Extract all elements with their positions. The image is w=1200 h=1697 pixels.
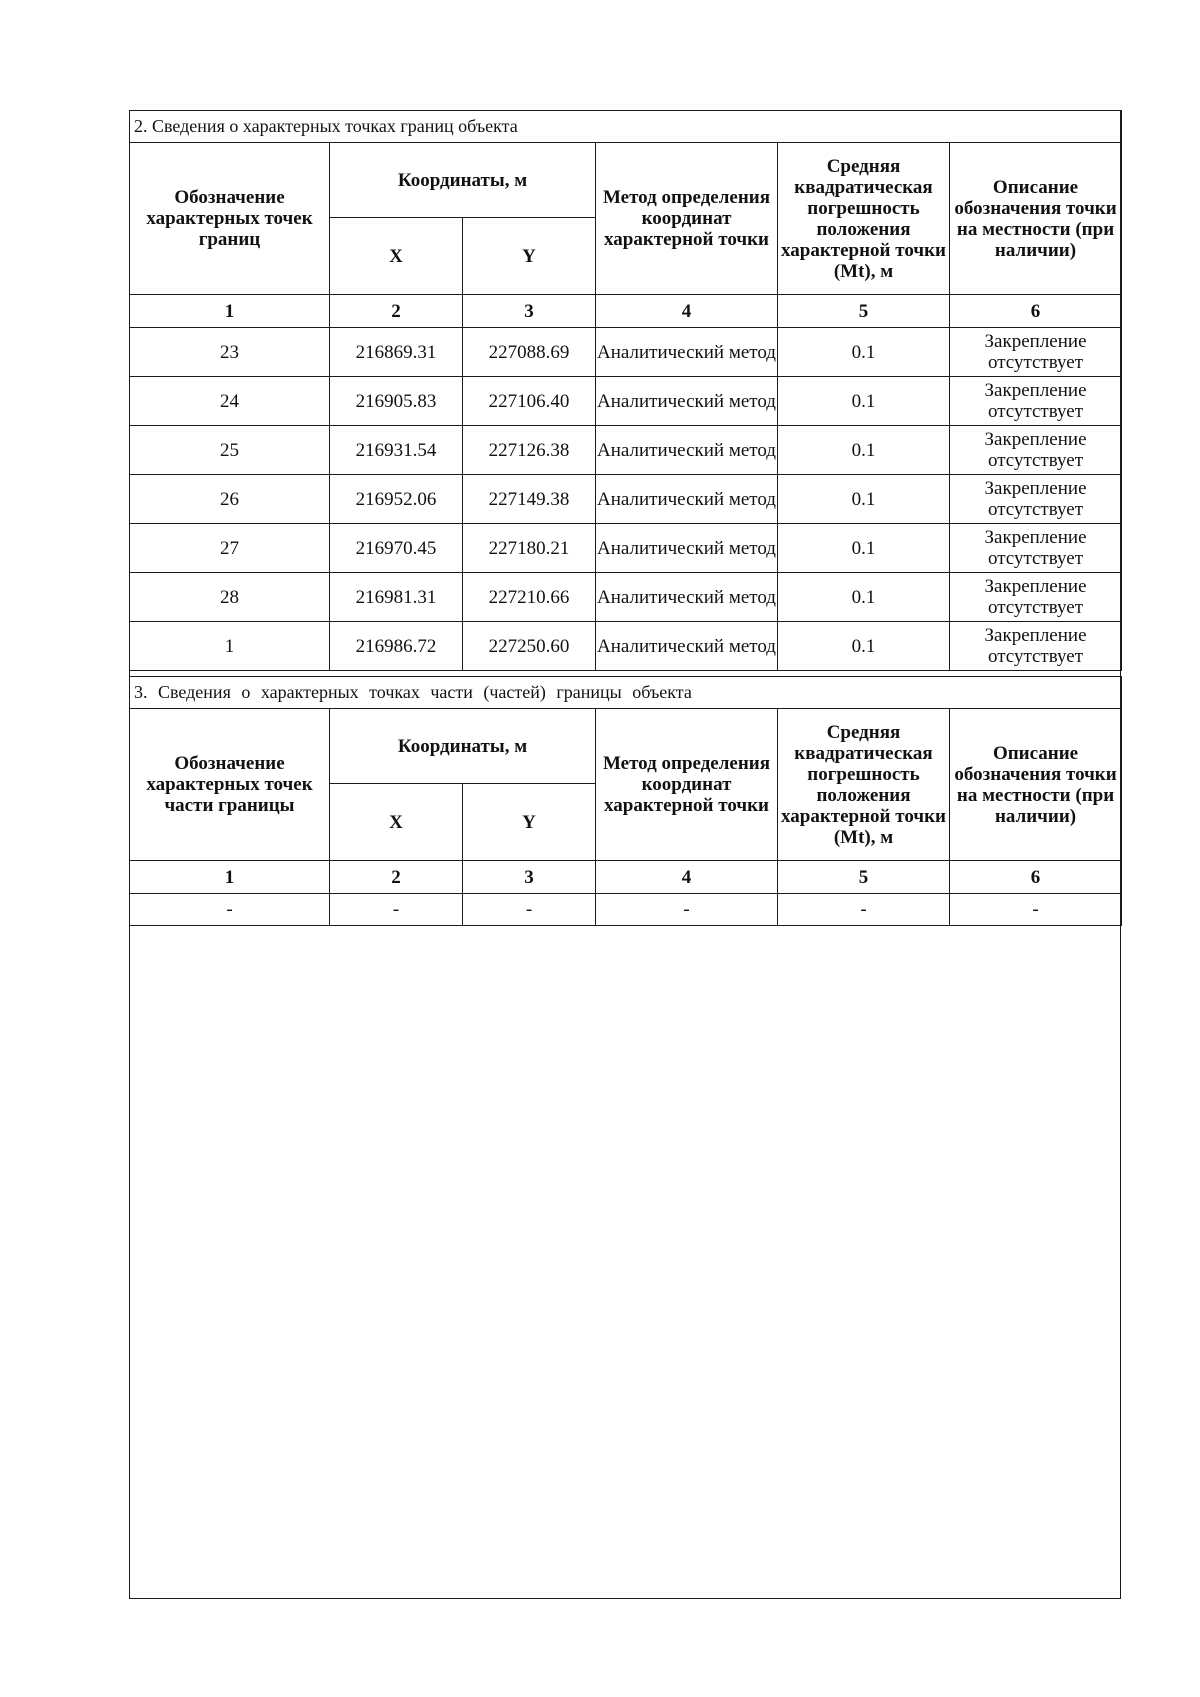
column-number: 5: [778, 861, 950, 894]
coord-y: 227149.38: [463, 475, 596, 524]
error: -: [778, 894, 950, 926]
header-coordinates: Координаты, м: [330, 143, 596, 218]
section-2-title: 2. Сведения о характерных точках границ объекта: [130, 111, 1122, 143]
coord-x: 216931.54: [330, 426, 463, 475]
description: Закрепление отсутствует: [950, 377, 1122, 426]
coord-x: 216981.31: [330, 573, 463, 622]
column-number: 2: [330, 861, 463, 894]
table-row: [130, 573, 1122, 622]
error: 0.1: [778, 426, 950, 475]
table-row: [130, 328, 1122, 377]
boundary-points-table: [129, 110, 1122, 671]
method: Аналитический метод: [596, 328, 778, 377]
point-id: 1: [130, 622, 330, 671]
column-number: 4: [596, 861, 778, 894]
coord-x: 216970.45: [330, 524, 463, 573]
coord-x: 216986.72: [330, 622, 463, 671]
description: Закрепление отсутствует: [950, 475, 1122, 524]
header-method: Метод определения координат характерной точки: [596, 143, 778, 295]
header-designation: Обозначение характерных точек части границы: [130, 709, 330, 861]
point-id: 25: [130, 426, 330, 475]
column-number: 2: [330, 295, 463, 328]
coord-x: 216952.06: [330, 475, 463, 524]
section-3-title: 3. Сведения о характерных точках части (частей) границы объекта: [130, 677, 1122, 709]
header-x: X: [330, 784, 463, 861]
method: Аналитический метод: [596, 377, 778, 426]
error: 0.1: [778, 573, 950, 622]
error: 0.1: [778, 328, 950, 377]
coord-y: 227106.40: [463, 377, 596, 426]
description: Закрепление отсутствует: [950, 426, 1122, 475]
error: 0.1: [778, 524, 950, 573]
header-coordinates: Координаты, м: [330, 709, 596, 784]
column-number: 5: [778, 295, 950, 328]
header-error: Средняя квадратическая погрешность положения характерной точки (Mt), м: [778, 143, 950, 295]
column-number: 3: [463, 861, 596, 894]
description: Закрепление отсутствует: [950, 622, 1122, 671]
description: Закрепление отсутствует: [950, 328, 1122, 377]
point-id: 28: [130, 573, 330, 622]
point-id: -: [130, 894, 330, 926]
table-row: [130, 894, 1122, 926]
boundary-part-points-table: [129, 676, 1122, 926]
header-error: Средняя квадратическая погрешность положения характерной точки (Mt), м: [778, 709, 950, 861]
method: -: [596, 894, 778, 926]
table-row: [130, 475, 1122, 524]
error: 0.1: [778, 475, 950, 524]
error: 0.1: [778, 622, 950, 671]
column-number: 3: [463, 295, 596, 328]
header-description: Описание обозначения точки на местности (при наличии): [950, 709, 1122, 861]
coord-x: 216869.31: [330, 328, 463, 377]
column-number: 6: [950, 861, 1122, 894]
coord-x: -: [330, 894, 463, 926]
table-row: [130, 622, 1122, 671]
coord-y: 227250.60: [463, 622, 596, 671]
point-id: 27: [130, 524, 330, 573]
point-id: 23: [130, 328, 330, 377]
method: Аналитический метод: [596, 475, 778, 524]
header-description: Описание обозначения точки на местности (при наличии): [950, 143, 1122, 295]
table-row: [130, 377, 1122, 426]
method: Аналитический метод: [596, 426, 778, 475]
header-designation: Обозначение характерных точек границ: [130, 143, 330, 295]
column-number: 4: [596, 295, 778, 328]
method: Аналитический метод: [596, 573, 778, 622]
point-id: 24: [130, 377, 330, 426]
column-number: 1: [130, 295, 330, 328]
column-number: 6: [950, 295, 1122, 328]
description: Закрепление отсутствует: [950, 524, 1122, 573]
point-id: 26: [130, 475, 330, 524]
description: -: [950, 894, 1122, 926]
header-y: Y: [463, 784, 596, 861]
method: Аналитический метод: [596, 622, 778, 671]
coord-y: 227126.38: [463, 426, 596, 475]
column-numbers-row: [130, 295, 1122, 328]
coord-y: 227180.21: [463, 524, 596, 573]
table-row: [130, 524, 1122, 573]
coord-y: 227088.69: [463, 328, 596, 377]
error: 0.1: [778, 377, 950, 426]
column-number: 1: [130, 861, 330, 894]
header-x: X: [330, 218, 463, 295]
coord-y: 227210.66: [463, 573, 596, 622]
table-row: [130, 426, 1122, 475]
header-method: Метод определения координат характерной точки: [596, 709, 778, 861]
header-y: Y: [463, 218, 596, 295]
column-numbers-row: [130, 861, 1122, 894]
description: Закрепление отсутствует: [950, 573, 1122, 622]
coord-x: 216905.83: [330, 377, 463, 426]
method: Аналитический метод: [596, 524, 778, 573]
coord-y: -: [463, 894, 596, 926]
